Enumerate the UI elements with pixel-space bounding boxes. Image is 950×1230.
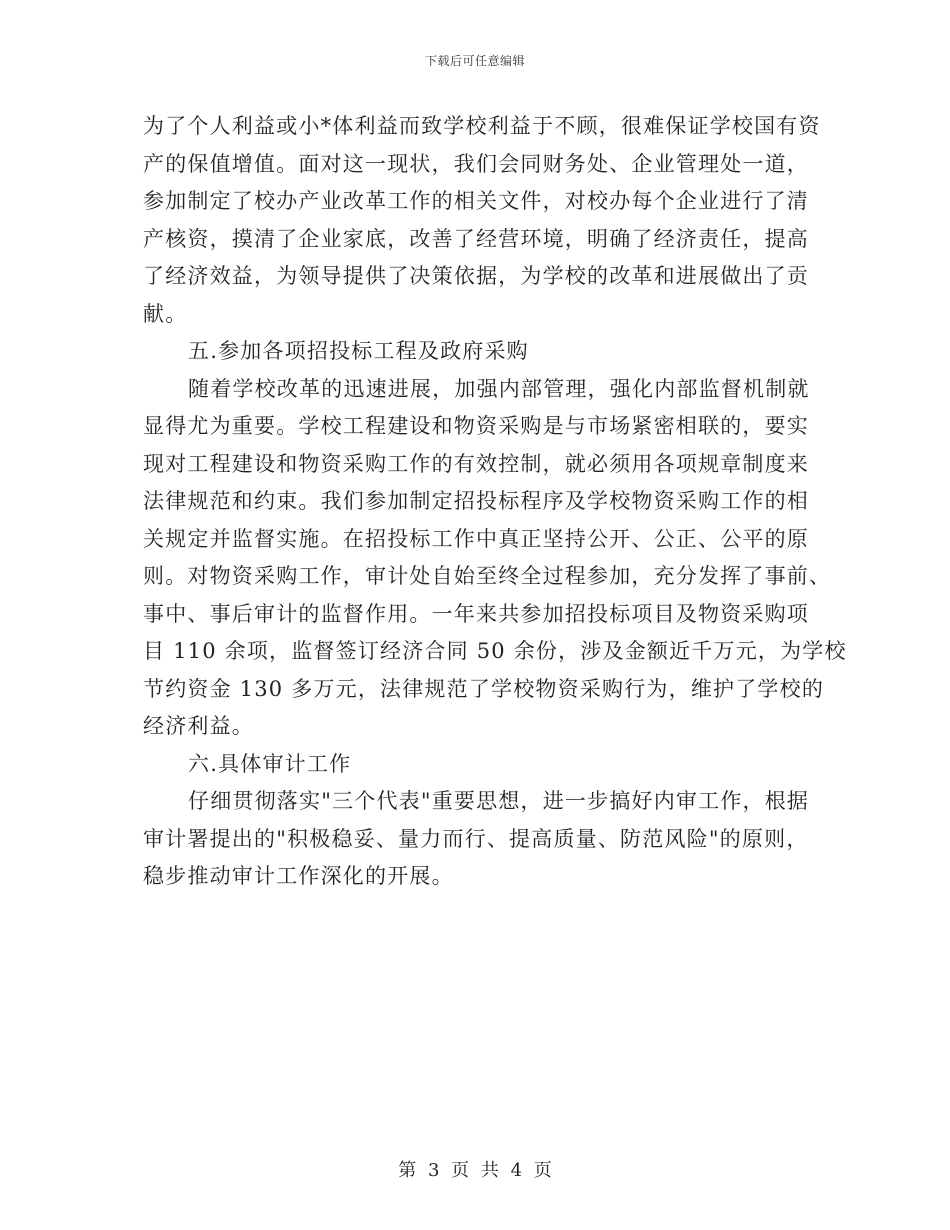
page-header: 下载后可任意编辑 [424,54,525,68]
paragraph-line: 法律规范和约束。我们参加制定招投标程序及学校物资采购工作的相 [143,489,809,513]
paragraph-line: 了经济效益，为领导提供了决策依据，为学校的改革和进展做出了贡 [143,264,809,288]
page-footer: 第 3 页 共 4 页 [398,1160,552,1181]
paragraph-line: 献。 [143,301,188,326]
paragraph-line: 产核资，摸清了企业家底，改善了经营环境，明确了经济责任，提高 [143,226,809,251]
document-body [143,108,847,896]
paragraph-line: 关规定并监督实施。在招投标工作中真正坚持公开、公正、公平的原 [143,526,809,551]
paragraph-line: 仔细贯彻落实"三个代表"重要思想，进一步搞好内审工作，根据 [188,789,810,813]
paragraph-line: 事中、事后审计的监督作用。一年来共参加招投标项目及物资采购项 [143,601,809,626]
section-heading: 六.具体审计工作 [188,751,352,776]
paragraph-line: 显得尤为重要。学校工程建设和物资采购是与市场紧密相联的，要实 [143,414,809,438]
paragraph-line: 则。对物资采购工作，审计处自始至终全过程参加，充分发挥了事前、 [143,564,832,588]
paragraph-line: 为了个人利益或小*体利益而致学校利益于不顾，很难保证学校国有资 [143,114,821,138]
paragraph-line: 审计署提出的"积极稳妥、量力而行、提高质量、防范风险"的原则， [143,826,809,851]
paragraph-line: 现对工程建设和物资采购工作的有效控制，就必须用各项规章制度来 [143,451,809,476]
paragraph-line: 目 110 余项，监督签订经济合同 50 余份，涉及金额近千万元，为学校 [143,639,847,663]
section-heading: 五.参加各项招投标工程及政府采购 [188,339,529,363]
paragraph-line: 产的保值增值。面对这一现状，我们会同财务处、企业管理处一道， [143,151,809,176]
paragraph-line: 随着学校改革的迅速进展，加强内部管理，强化内部监督机制就 [188,376,810,401]
paragraph-line: 经济利益。 [143,714,254,738]
paragraph-line: 稳步推动审计工作深化的开展。 [143,864,454,888]
paragraph-line: 参加制定了校办产业改革工作的相关文件，对校办每个企业进行了清 [143,189,809,213]
paragraph-line: 节约资金 130 多万元，法律规范了学校物资采购行为，维护了学校的 [143,676,825,701]
